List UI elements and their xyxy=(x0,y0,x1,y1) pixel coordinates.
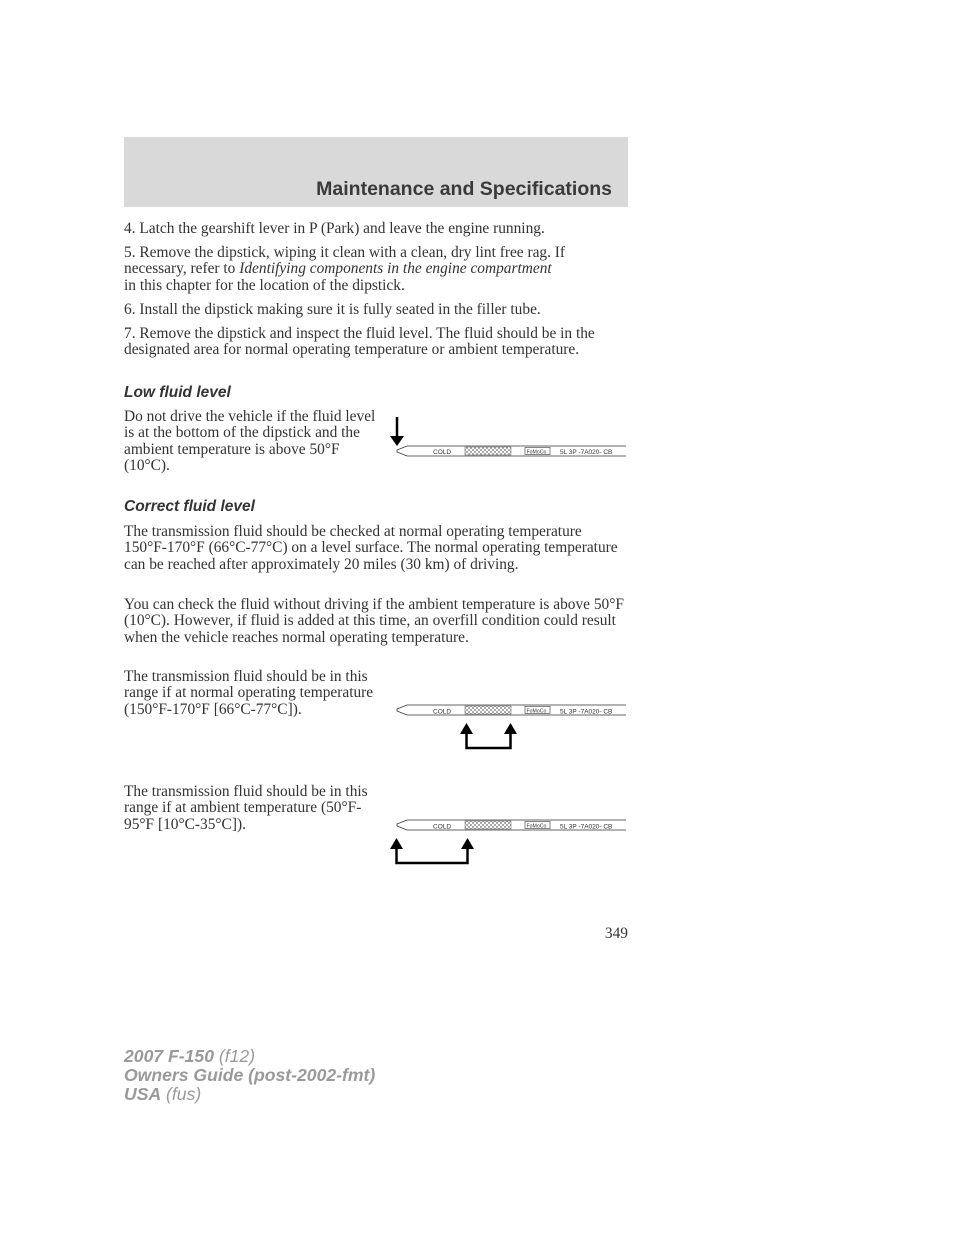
footer-guide-name: Owners Guide (post-2002-fmt) xyxy=(124,1064,376,1085)
cold-label: COLD xyxy=(433,449,452,456)
ambient-range-text: The transmission fluid should be in this range if at ambient temperature (50°F-95°F [10°C-35°C]). xyxy=(124,783,368,833)
fomoco-logo: FoMoCo xyxy=(526,449,547,456)
part-number: 5L 3P -7A020- CB xyxy=(560,449,613,456)
cold-label: COLD xyxy=(433,823,452,831)
correct-fluid-heading: Correct fluid level xyxy=(124,498,255,515)
dipstick-diagram-normal xyxy=(385,700,630,752)
crosshatch-zone xyxy=(465,706,511,714)
footer-model-code: (f12) xyxy=(214,1046,256,1066)
footer-market-code: (fus) xyxy=(161,1083,202,1104)
normal-range-text: The transmission fluid should be in this range if at normal operating temperature (150°F-170°F [66°C-77°C]). xyxy=(124,668,374,718)
step-5 xyxy=(124,245,630,294)
low-fluid-heading: Low fluid level xyxy=(124,384,231,401)
section-header-bar xyxy=(124,137,628,207)
range-bracket xyxy=(467,732,511,748)
crosshatch-zone xyxy=(465,447,511,455)
page-number: 349 xyxy=(604,925,628,942)
part-number: 5L 3P -7A020- CB xyxy=(560,823,613,831)
low-fluid-text: Do not drive the vehicle if the fluid level is at the bottom of the dipstick and the ambient temperature is above 50°F (10°C). xyxy=(124,408,376,475)
dipstick-diagram-ambient xyxy=(385,815,630,867)
footer-model: 2007 F-150 xyxy=(124,1046,214,1066)
cold-label: COLD xyxy=(433,708,452,716)
part-number: 5L 3P -7A020- CB xyxy=(560,708,613,716)
dipstick-diagram-low xyxy=(385,414,630,464)
fomoco-logo: FoMoCo xyxy=(526,708,547,715)
crosshatch-zone xyxy=(465,821,511,829)
step-5-reference-link: Identifying components in the engine compartment xyxy=(239,260,552,278)
footer-market: USA xyxy=(124,1083,162,1104)
document-footer xyxy=(124,1047,375,1103)
step-6: 6. Install the dipstick making sure it is fully seated in the filler tube. xyxy=(124,301,541,318)
range-bracket xyxy=(397,847,468,863)
section-title: Maintenance and Specifications xyxy=(316,178,612,200)
step-4: 4. Latch the gearshift lever in P (Park) and leave the engine running. xyxy=(124,220,545,237)
correct-fluid-para2: You can check the fluid without driving if the ambient temperature is above 50°F (10°C). However, if fluid is added at this time, an overfill condition could result when the vehicle reaches normal operating temperature. xyxy=(124,596,624,646)
step-5-post: in this chapter for the location of the dipstick. xyxy=(124,276,405,294)
down-arrow-icon xyxy=(390,436,404,446)
step-5-pre: necessary, refer to xyxy=(124,260,240,278)
correct-fluid-para1: The transmission fluid should be checked at normal operating temperature 150°F-170°F (66°C-77°C) on a level surface. The normal operating temperature can be reached after approximately 20 miles (30 km) of driving. xyxy=(124,523,618,573)
step-5-line1: 5. Remove the dipstick, wiping it clean with a clean, dry lint free rag. If xyxy=(124,244,566,261)
fomoco-logo: FoMoCo xyxy=(526,823,547,830)
step-7: 7. Remove the dipstick and inspect the fluid level. The fluid should be in the designated area for normal operating temperature or ambient temperature. xyxy=(124,325,595,359)
